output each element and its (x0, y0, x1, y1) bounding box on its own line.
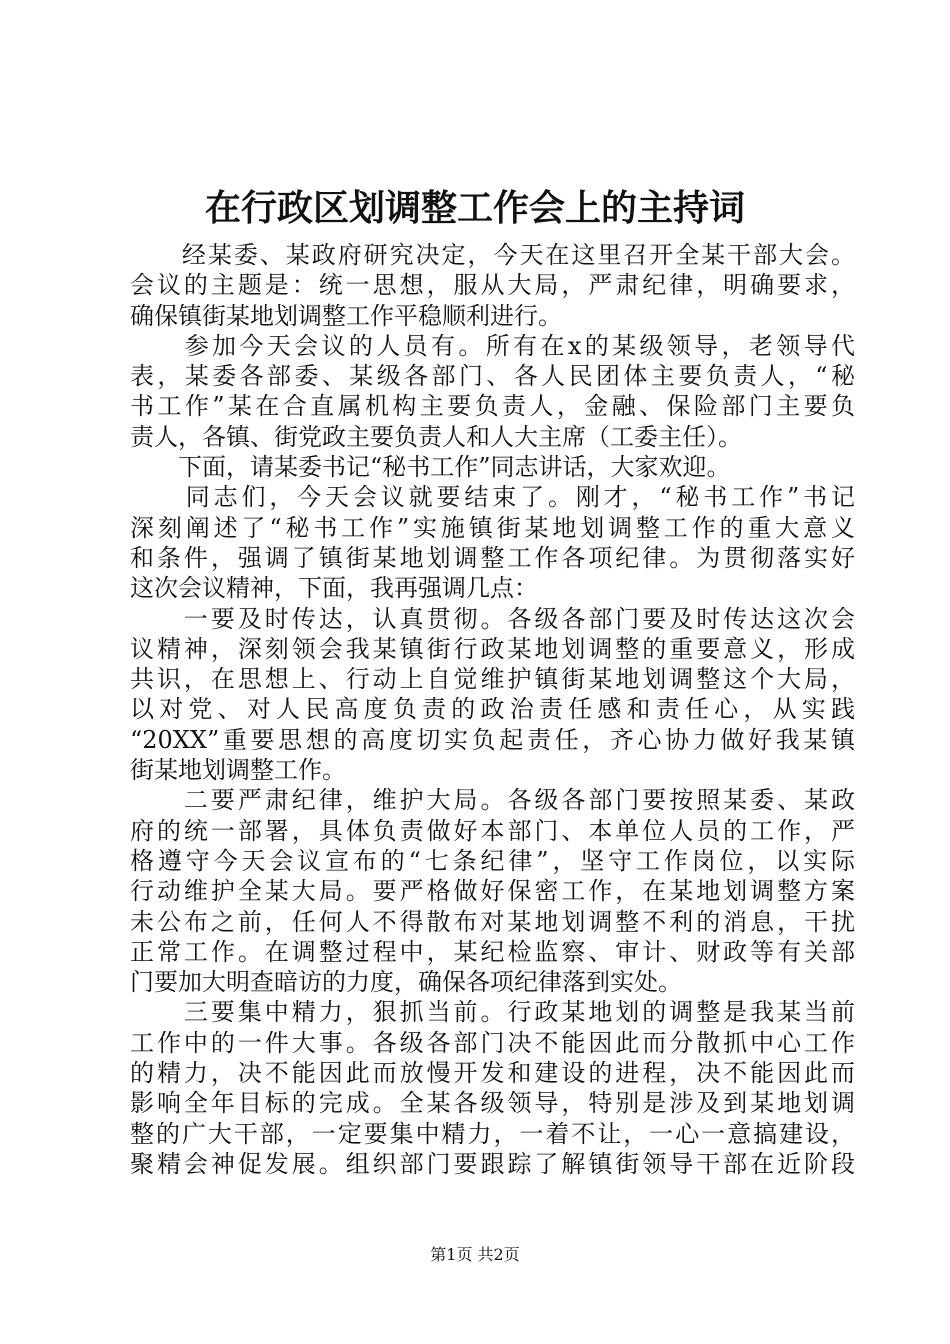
body-text-line: 影响全年目标的完成。全某各级领导，特别是涉及到某地划调 (130, 1089, 855, 1118)
body-text-line: 责人，各镇、街党政主要负责人和人大主席（工委主任）。 (130, 422, 742, 451)
body-text-line: 未公布之前，任何人不得散布对某地划调整不利的消息，干扰 (130, 907, 855, 936)
body-text-line: 街某地划调整工作。 (130, 756, 346, 785)
body-text-line: 聚精会神促发展。组织部门要跟踪了解镇街领导干部在近阶段 (130, 1149, 855, 1178)
body-text-line: 三要集中精力，狠抓当前。行政某地划的调整是我某当前 (130, 998, 855, 1027)
body-text-line: 下面，请某委书记“秘书工作”同志讲话，大家欢迎。 (130, 453, 731, 482)
body-text-line: 以对党、对人民高度负责的政治责任感和责任心，从实践 (130, 695, 855, 724)
body-text-line: 正常工作。在调整过程中，某纪检监察、审计、财政等有关部 (130, 937, 855, 966)
body-text-line: 深刻阐述了“秘书工作”实施镇街某地划调整工作的重大意义 (130, 513, 855, 542)
body-text-line: 的精力，决不能因此而放慢开发和建设的进程，决不能因此而 (130, 1059, 855, 1088)
body-text-line: 书工作”某在合直属机构主要负责人，金融、保险部门主要负 (130, 392, 855, 421)
body-text-line: 一要及时传达，认真贯彻。各级各部门要及时传达这次会 (130, 604, 855, 633)
document-body (130, 240, 855, 1179)
body-text-line: 行动维护全某大局。要严格做好保密工作，在某地划调整方案 (130, 877, 855, 906)
body-text-line: 经某委、某政府研究决定，今天在这里召开全某干部大会。 (130, 241, 855, 269)
body-text-line: 格遵守今天会议宣布的“七条纪律”，坚守工作岗位，以实际 (130, 846, 855, 875)
page-number-footer: 第1页 共2页 (430, 1245, 520, 1264)
body-text-line: 会议的主题是：统一思想，服从大局，严肃纪律，明确要求， (130, 271, 855, 300)
body-text-line: 参加今天会议的人员有。所有在x的某级领导，老领导代 (130, 331, 855, 360)
body-text-line: 府的统一部署，具体负责做好本部门、本单位人员的工作，严 (130, 816, 855, 845)
body-text-line: “20XX”重要思想的高度切实负起责任，齐心协力做好我某镇 (130, 725, 855, 754)
body-text-line: 工作中的一件大事。各级各部门决不能因此而分散抓中心工作 (130, 1028, 855, 1057)
body-text-line: 表，某委各部委、某级各部门、各人民团体主要负责人，“秘 (130, 362, 855, 391)
body-text-line: 和条件，强调了镇街某地划调整工作各项纪律。为贯彻落实好 (130, 543, 855, 572)
body-text-line: 门要加大明查暗访的力度，确保各项纪律落到实处。 (130, 968, 682, 997)
body-text-line: 同志们，今天会议就要结束了。刚才，“秘书工作”书记 (130, 483, 855, 512)
body-text-line: 确保镇街某地划调整工作平稳顺利进行。 (130, 301, 562, 330)
body-text-line: 整的广大干部，一定要集中精力，一着不让，一心一意搞建设， (130, 1119, 855, 1148)
body-text-line: 共识，在思想上、行动上自觉维护镇街某地划调整这个大局， (130, 665, 855, 694)
document-title: 在行政区划调整工作会上的主持词 (204, 188, 745, 229)
body-text-line: 二要严肃纪律，维护大局。各级各部门要按照某委、某政 (130, 786, 855, 815)
body-text-line: 议精神，深刻领会我某镇街行政某地划调整的重要意义，形成 (130, 634, 855, 663)
body-text-line: 这次会议精神，下面，我再强调几点： (130, 574, 538, 603)
